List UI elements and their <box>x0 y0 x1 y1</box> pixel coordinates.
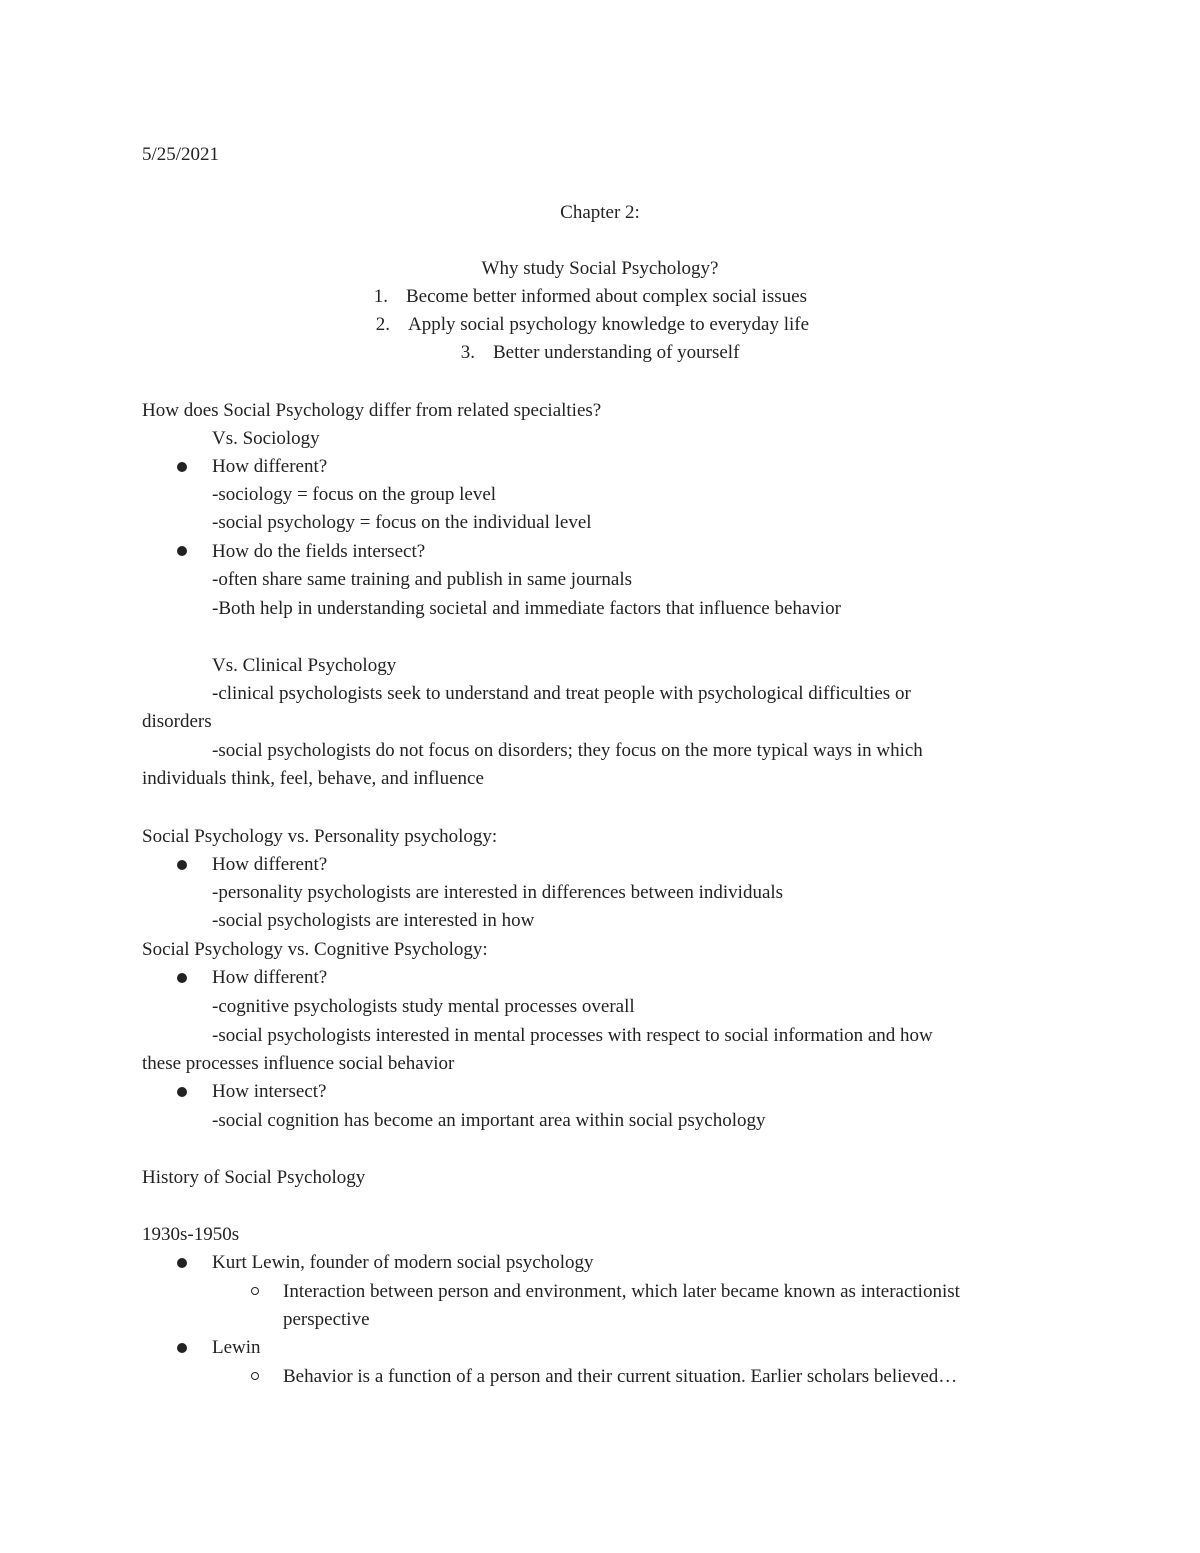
sub-bullet-item: Behavior is a function of a person and their current situation. Earlier scholars believed… <box>283 1366 958 1387</box>
bullet-icon <box>177 860 187 870</box>
bullet-item: How different? <box>212 967 328 988</box>
history-heading: History of Social Psychology <box>142 1167 366 1188</box>
bullet-icon <box>177 1087 187 1097</box>
note-line: -social cognition has become an important area within social psychology <box>212 1110 766 1131</box>
note-line: disorders <box>142 711 212 732</box>
note-line: -social psychologists do not focus on disorders; they focus on the more typical ways in which <box>212 740 923 761</box>
clinical-title: Vs. Clinical Psychology <box>212 655 397 676</box>
why-heading: Why study Social Psychology? <box>481 258 719 279</box>
bullet-item: How different? <box>212 456 328 477</box>
note-line: -often share same training and publish in same journals <box>212 569 633 590</box>
list-item: Better understanding of yourself <box>493 342 740 363</box>
hollow-bullet-icon <box>251 1287 259 1295</box>
note-line: -social psychology = focus on the individual level <box>212 512 592 533</box>
sociology-title: Vs. Sociology <box>212 428 320 449</box>
note-line: -social psychologists are interested in how <box>212 910 535 931</box>
bullet-item: Lewin <box>212 1337 261 1358</box>
sub-bullet-item: Interaction between person and environment, which later became known as interactionist <box>283 1281 960 1302</box>
note-line: -social psychologists interested in mental processes with respect to social information and how <box>212 1025 933 1046</box>
bullet-item: How do the fields intersect? <box>212 541 426 562</box>
chapter-title: Chapter 2: <box>560 202 640 223</box>
note-line: these processes influence social behavior <box>142 1053 455 1074</box>
hollow-bullet-icon <box>251 1372 259 1380</box>
bullet-icon <box>177 1258 187 1268</box>
cognitive-heading: Social Psychology vs. Cognitive Psychology: <box>142 939 488 960</box>
bullet-icon <box>177 462 187 472</box>
sub-bullet-item: perspective <box>283 1309 370 1330</box>
bullet-item: How different? <box>212 854 328 875</box>
note-line: -clinical psychologists seek to understand and treat people with psychological difficulties or <box>212 683 911 704</box>
list-number: 1. <box>373 286 388 307</box>
personality-heading: Social Psychology vs. Personality psychology: <box>142 826 498 847</box>
era-label: 1930s-1950s <box>142 1224 240 1245</box>
bullet-icon <box>177 1343 187 1353</box>
list-item: Become better informed about complex social issues <box>406 286 807 307</box>
bullet-icon <box>177 546 187 556</box>
bullet-item: Kurt Lewin, founder of modern social psychology <box>212 1252 594 1273</box>
note-line: -personality psychologists are interested in differences between individuals <box>212 882 784 903</box>
list-number: 2. <box>375 314 390 335</box>
differ-heading: How does Social Psychology differ from related specialties? <box>142 400 602 421</box>
note-line: -sociology = focus on the group level <box>212 484 497 505</box>
list-number: 3. <box>460 342 475 363</box>
list-item: Apply social psychology knowledge to everyday life <box>408 314 810 335</box>
note-line: -cognitive psychologists study mental processes overall <box>212 996 635 1017</box>
note-line: -Both help in understanding societal and immediate factors that influence behavior <box>212 598 841 619</box>
date: 5/25/2021 <box>142 144 220 165</box>
note-line: individuals think, feel, behave, and influence <box>142 768 484 789</box>
bullet-icon <box>177 973 187 983</box>
bullet-item: How intersect? <box>212 1081 327 1102</box>
